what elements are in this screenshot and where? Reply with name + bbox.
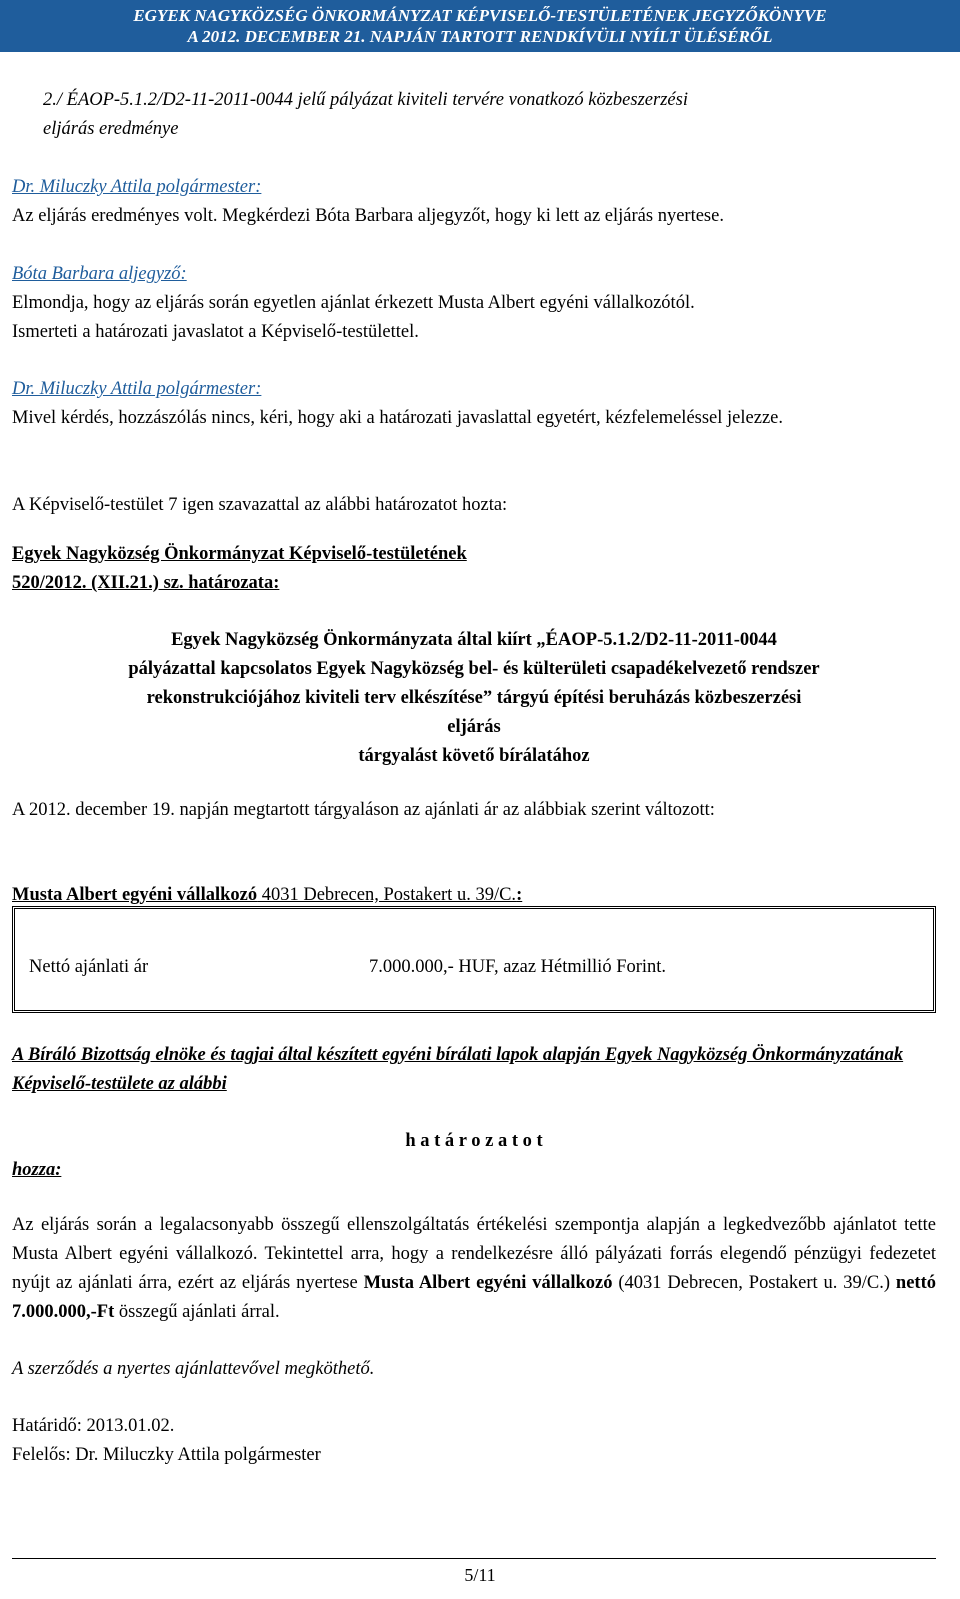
hozza-label: hozza:	[12, 1160, 62, 1180]
vote-text: A Képviselő-testület 7 igen szavazattal az alábbi határozatot hozta:	[12, 495, 508, 515]
speech-text-line-1: Elmondja, hogy az eljárás során egyetlen ajánlat érkezett Musta Albert egyéni vállalkozótól.	[12, 293, 695, 313]
contract-note: A szerződés a nyertes ajánlattevővel megköthető.	[12, 1359, 375, 1379]
resolution-heading	[12, 540, 936, 598]
document-header	[0, 0, 960, 52]
committee-text: A Bíráló Bizottság elnöke és tagjai által készített egyéni bírálati lapok alapján Egyek Nagyközség Önkormányzatának Képviselő-testülete az alábbi	[12, 1045, 904, 1094]
subject-line-2: pályázattal kapcsolatos Egyek Nagyközség bel- és külterületi csapadékelvezető rendszer	[128, 659, 820, 679]
speaker-mayor: Dr. Miluczky Attila polgármester:	[12, 379, 262, 399]
decision-amount: nettó 7.000.000,-Ft	[12, 1273, 936, 1322]
resolution-heading-line-1: Egyek Nagyközség Önkormányzat Képviselő-testületének	[12, 544, 467, 564]
footer-divider	[12, 1558, 936, 1559]
page-number: 5/11	[464, 1565, 496, 1585]
speech-3	[12, 375, 936, 433]
net-price-table	[12, 906, 936, 1013]
section-title	[43, 86, 936, 144]
decision-part-1: Az eljárás során a legalacsonyabb összegű ellenszolgáltatás értékelési szempontja alapján a legkedvezőbb ajánlatot tette Musta Albert egyéni vállalkozó. Tekintettel arra, hogy a rendelkezésre álló pályázati forrás elegendő pénzügyi fedezetet nyújt az ajánlati árra, ezért az eljárás nyertese	[12, 1215, 936, 1293]
negotiation-text: A 2012. december 19. napján megtartott tárgyaláson az ajánlati ár az alábbiak szerint változott:	[12, 800, 715, 820]
bidder-name: Musta Albert egyéni vállalkozó	[12, 885, 258, 905]
speaker-mayor: Dr. Miluczky Attila polgármester:	[12, 177, 262, 197]
speech-text: Az eljárás eredményes volt. Megkérdezi Bóta Barbara aljegyzőt, hogy ki lett az eljárás nyertese.	[12, 206, 724, 226]
speaker-deputy-notary: Bóta Barbara aljegyző:	[12, 264, 187, 284]
speech-2	[12, 260, 936, 347]
bidder-colon: :	[516, 885, 523, 905]
responsible: Felelős: Dr. Miluczky Attila polgármester	[12, 1445, 321, 1465]
decision-winner: Musta Albert egyéni vállalkozó	[363, 1273, 613, 1293]
subject-line-5: tárgyalást követő bírálatához	[358, 746, 590, 766]
subject-line-3: rekonstrukciójához kiviteli terv elkészítése” tárgyú építési beruházás közbeszerzési	[146, 688, 802, 708]
resolution-spaced-word: h a t á r o z a t o t	[405, 1131, 543, 1151]
decision-text	[12, 1211, 936, 1327]
section-title-line-1: 2./ ÉAOP-5.1.2/D2-11-2011-0044 jelű pályázat kiviteli tervére vonatkozó közbeszerzési	[43, 90, 688, 110]
decision-part-2: (4031 Debrecen, Postakert u. 39/C.)	[612, 1273, 896, 1293]
net-price-label: Nettó ajánlati ár	[29, 957, 149, 977]
speech-text: Mivel kérdés, hozzászólás nincs, kéri, hogy aki a határozati javaslattal egyetért, kézfelemeléssel jelezze.	[12, 408, 783, 428]
bidder-address: 4031 Debrecen, Postakert u. 39/C.	[257, 885, 517, 905]
subject-line-4: eljárás	[447, 717, 501, 737]
subject-line-1: Egyek Nagyközség Önkormányzata által kiírt „ÉAOP-5.1.2/D2-11-2011-0044	[171, 630, 777, 650]
speech-text-line-2: Ismerteti a határozati javaslatot a Képviselő-testülettel.	[12, 322, 419, 342]
resolution-number: 520/2012. (XII.21.) sz. határozata:	[12, 573, 280, 593]
resolution-subject	[12, 626, 936, 771]
section-title-line-2: eljárás eredménye	[43, 119, 179, 139]
header-line-1: EGYEK NAGYKÖZSÉG ÖNKORMÁNYZAT KÉPVISELŐ-TESTÜLETÉNEK JEGYZŐKÖNYVE	[133, 6, 827, 25]
deadline: Határidő: 2013.01.02.	[12, 1416, 175, 1436]
net-price-value: 7.000.000,- HUF, azaz Hétmillió Forint.	[369, 957, 667, 977]
deadline-responsible	[12, 1412, 936, 1470]
speech-1	[12, 173, 936, 231]
decision-part-3: összegű ajánlati árral.	[114, 1302, 280, 1322]
header-line-2: A 2012. DECEMBER 21. NAPJÁN TARTOTT RENDKÍVÜLI NYÍLT ÜLÉSÉRŐL	[187, 27, 773, 46]
